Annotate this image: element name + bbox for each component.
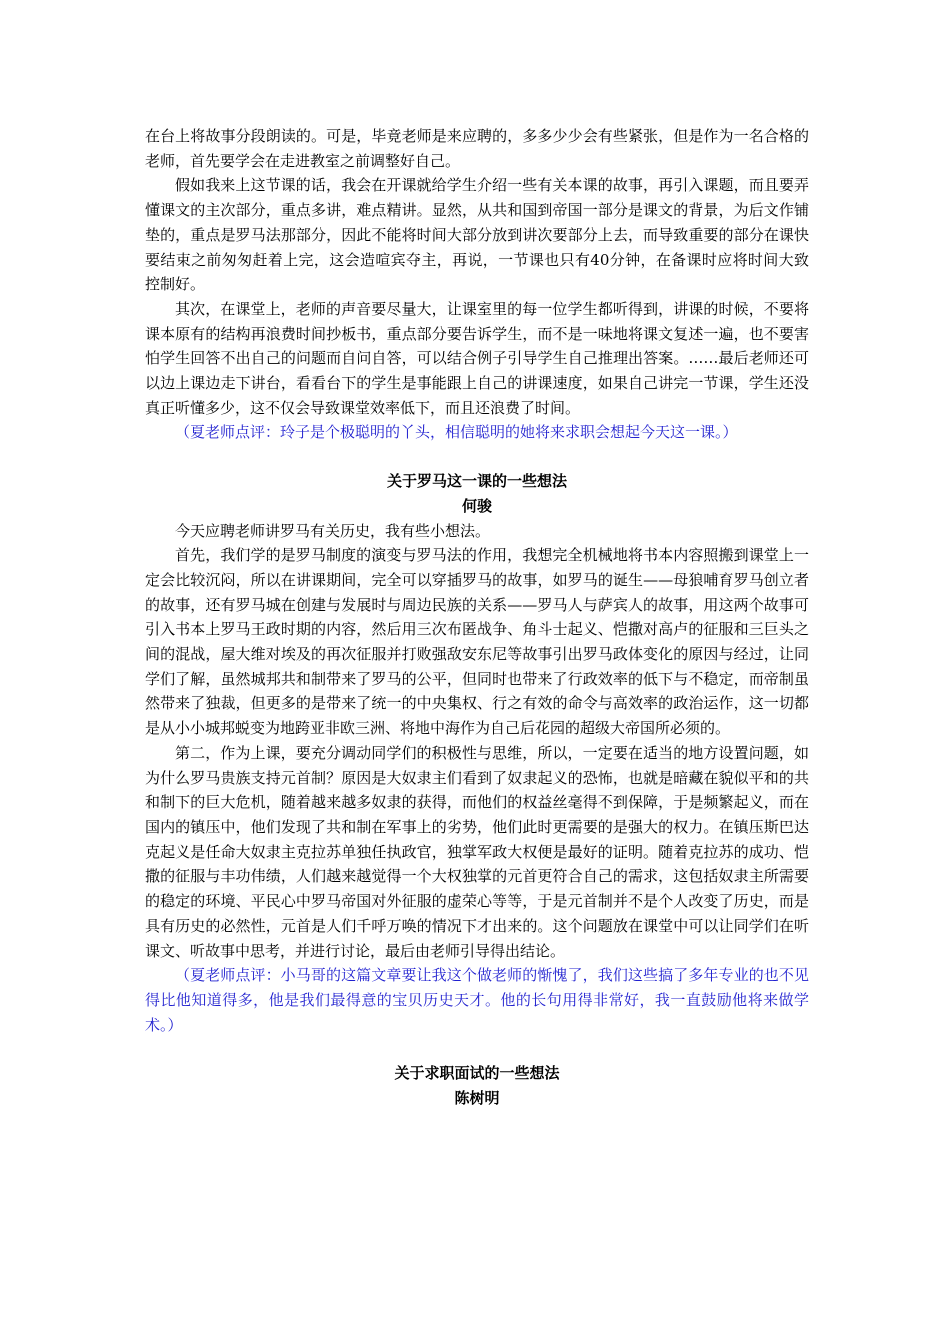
section-title-interview: 关于求职面试的一些想法 <box>394 1064 560 1083</box>
paragraph-lesson-plan: 假如我来上这节课的话，我会在开课就给学生介绍一些有关本课的故事，再引入课题，而且要弄懂课文的主次部分，重点多讲，难点精讲。显然，从共和国到帝国一部分是课文的背景，为后文作铺垫的，重点是罗马法那部分，因此不能将时间大部分放到讲次要部分上去，而导致重要的部分在课快要结束之前匆匆赶着上完，这会造喧宾夺主，再说，一节课也只有40分钟，在备课时应将时间大致控制好。 <box>145 176 809 294</box>
paragraph-classroom: 其次，在课堂上，老师的声音要尽量大，让课室里的每一位学生都听得到，讲课的时候，不要将课本原有的结构再浪费时间抄板书，重点部分要告诉学生，而不是一味地将课文复述一遍，也不要害怕学生回答不出自己的问题而自问自答，可以结合例子引导学生自己推理出答案。……最后老师还可以边上课边走下讲台，看看台下的学生是事能跟上自己的讲课速度，如果自己讲完一节课，学生还没真正听懂多少，这不仅会导致课堂效率低下，而且还浪费了时间。 <box>145 299 809 417</box>
section-gap <box>145 445 809 469</box>
paragraph-intro: 今天应聘老师讲罗马有关历史，我有些小想法。 <box>175 521 491 540</box>
paragraph-second: 第二，作为上课，要充分调动同学们的积极性与思维，所以，一定要在适当的地方设置问题，如为什么罗马贵族支持元首制？原因是大奴隶主们看到了奴隶起义的恐怖，也就是暗藏在貌似平和的共和制下的巨大危机，随着越来越多奴隶的获得，而他们的权益丝毫得不到保障，于是频繁起义，而在国内的镇压中，他们发现了共和制在军事上的劣势，他们此时更需要的是强大的权力。在镇压斯巴达克起义是任命大奴隶主克拉苏单独任执政官，独掌军政大权便是最好的证明。随着克拉苏的成功、恺撒的征服与丰功伟绩，人们越来越觉得一个大权独掌的元首更符合自己的需求，这包括奴隶主所需要的稳定的环境、平民心中罗马帝国对外征服的虚荣心等等，于是元首制并不是个人改变了历史，而是具有历史的必然性，元首是人们千呼万唤的情况下才出来的。这个问题放在课堂中可以让同学们在听课文、听故事中思考，并进行讨论，最后由老师引导得出结论。 <box>145 743 809 960</box>
paragraph-first: 首先，我们学的是罗马制度的演变与罗马法的作用，我想完全机械地将书本内容照搬到课堂上一定会比较沉闷，所以在讲课期间，完全可以穿插罗马的故事，如罗马的诞生——母狼哺育罗马创立者的故事，还有罗马城在创建与发展时与周边民族的关系——罗马人与萨宾人的故事，用这两个故事可引入书本上罗马王政时期的内容，然后用三次布匿战争、角斗士起义、恺撒对高卢的征服和三巨头之间的混战，屋大维对埃及的再次征服并打败强敌安东尼等故事引出罗马政体变化的原因与经过，让同学们了解，虽然城邦共和制带来了罗马的公平，但同时也带来了行政效率的低下与不稳定，而帝制虽然带来了独裁，但更多的是带来了统一的中央集权、行之有效的命令与高效率的政治运作，这一切都是从小小城邦蜕变为地跨亚非欧三洲、将地中海作为自己后花园的超级大帝国所必须的。 <box>145 546 809 738</box>
author-he-jun: 何骏 <box>461 496 492 515</box>
document-page <box>145 124 809 1111</box>
author-chen-shuming: 陈树明 <box>454 1089 500 1108</box>
section-title-rome: 关于罗马这一课的一些想法 <box>386 472 567 491</box>
section-gap <box>145 1037 809 1061</box>
paragraph-continued: 在台上将故事分段朗读的。可是，毕竟老师是来应聘的，多多少少会有些紧张，但是作为一名合格的老师，首先要学会在走进教室之前调整好自己。 <box>145 127 809 170</box>
teacher-comment-1: （夏老师点评：玲子是个极聪明的丫头，相信聪明的她将来求职会想起今天这一课。） <box>175 423 738 442</box>
teacher-comment-2: （夏老师点评：小马哥的这篇文章要让我这个做老师的惭愧了，我们这些搞了多年专业的也不见得比他知道得多，他是我们最得意的宝贝历史天才。他的长句用得非常好，我一直鼓励他将来做学术。） <box>145 966 809 1034</box>
